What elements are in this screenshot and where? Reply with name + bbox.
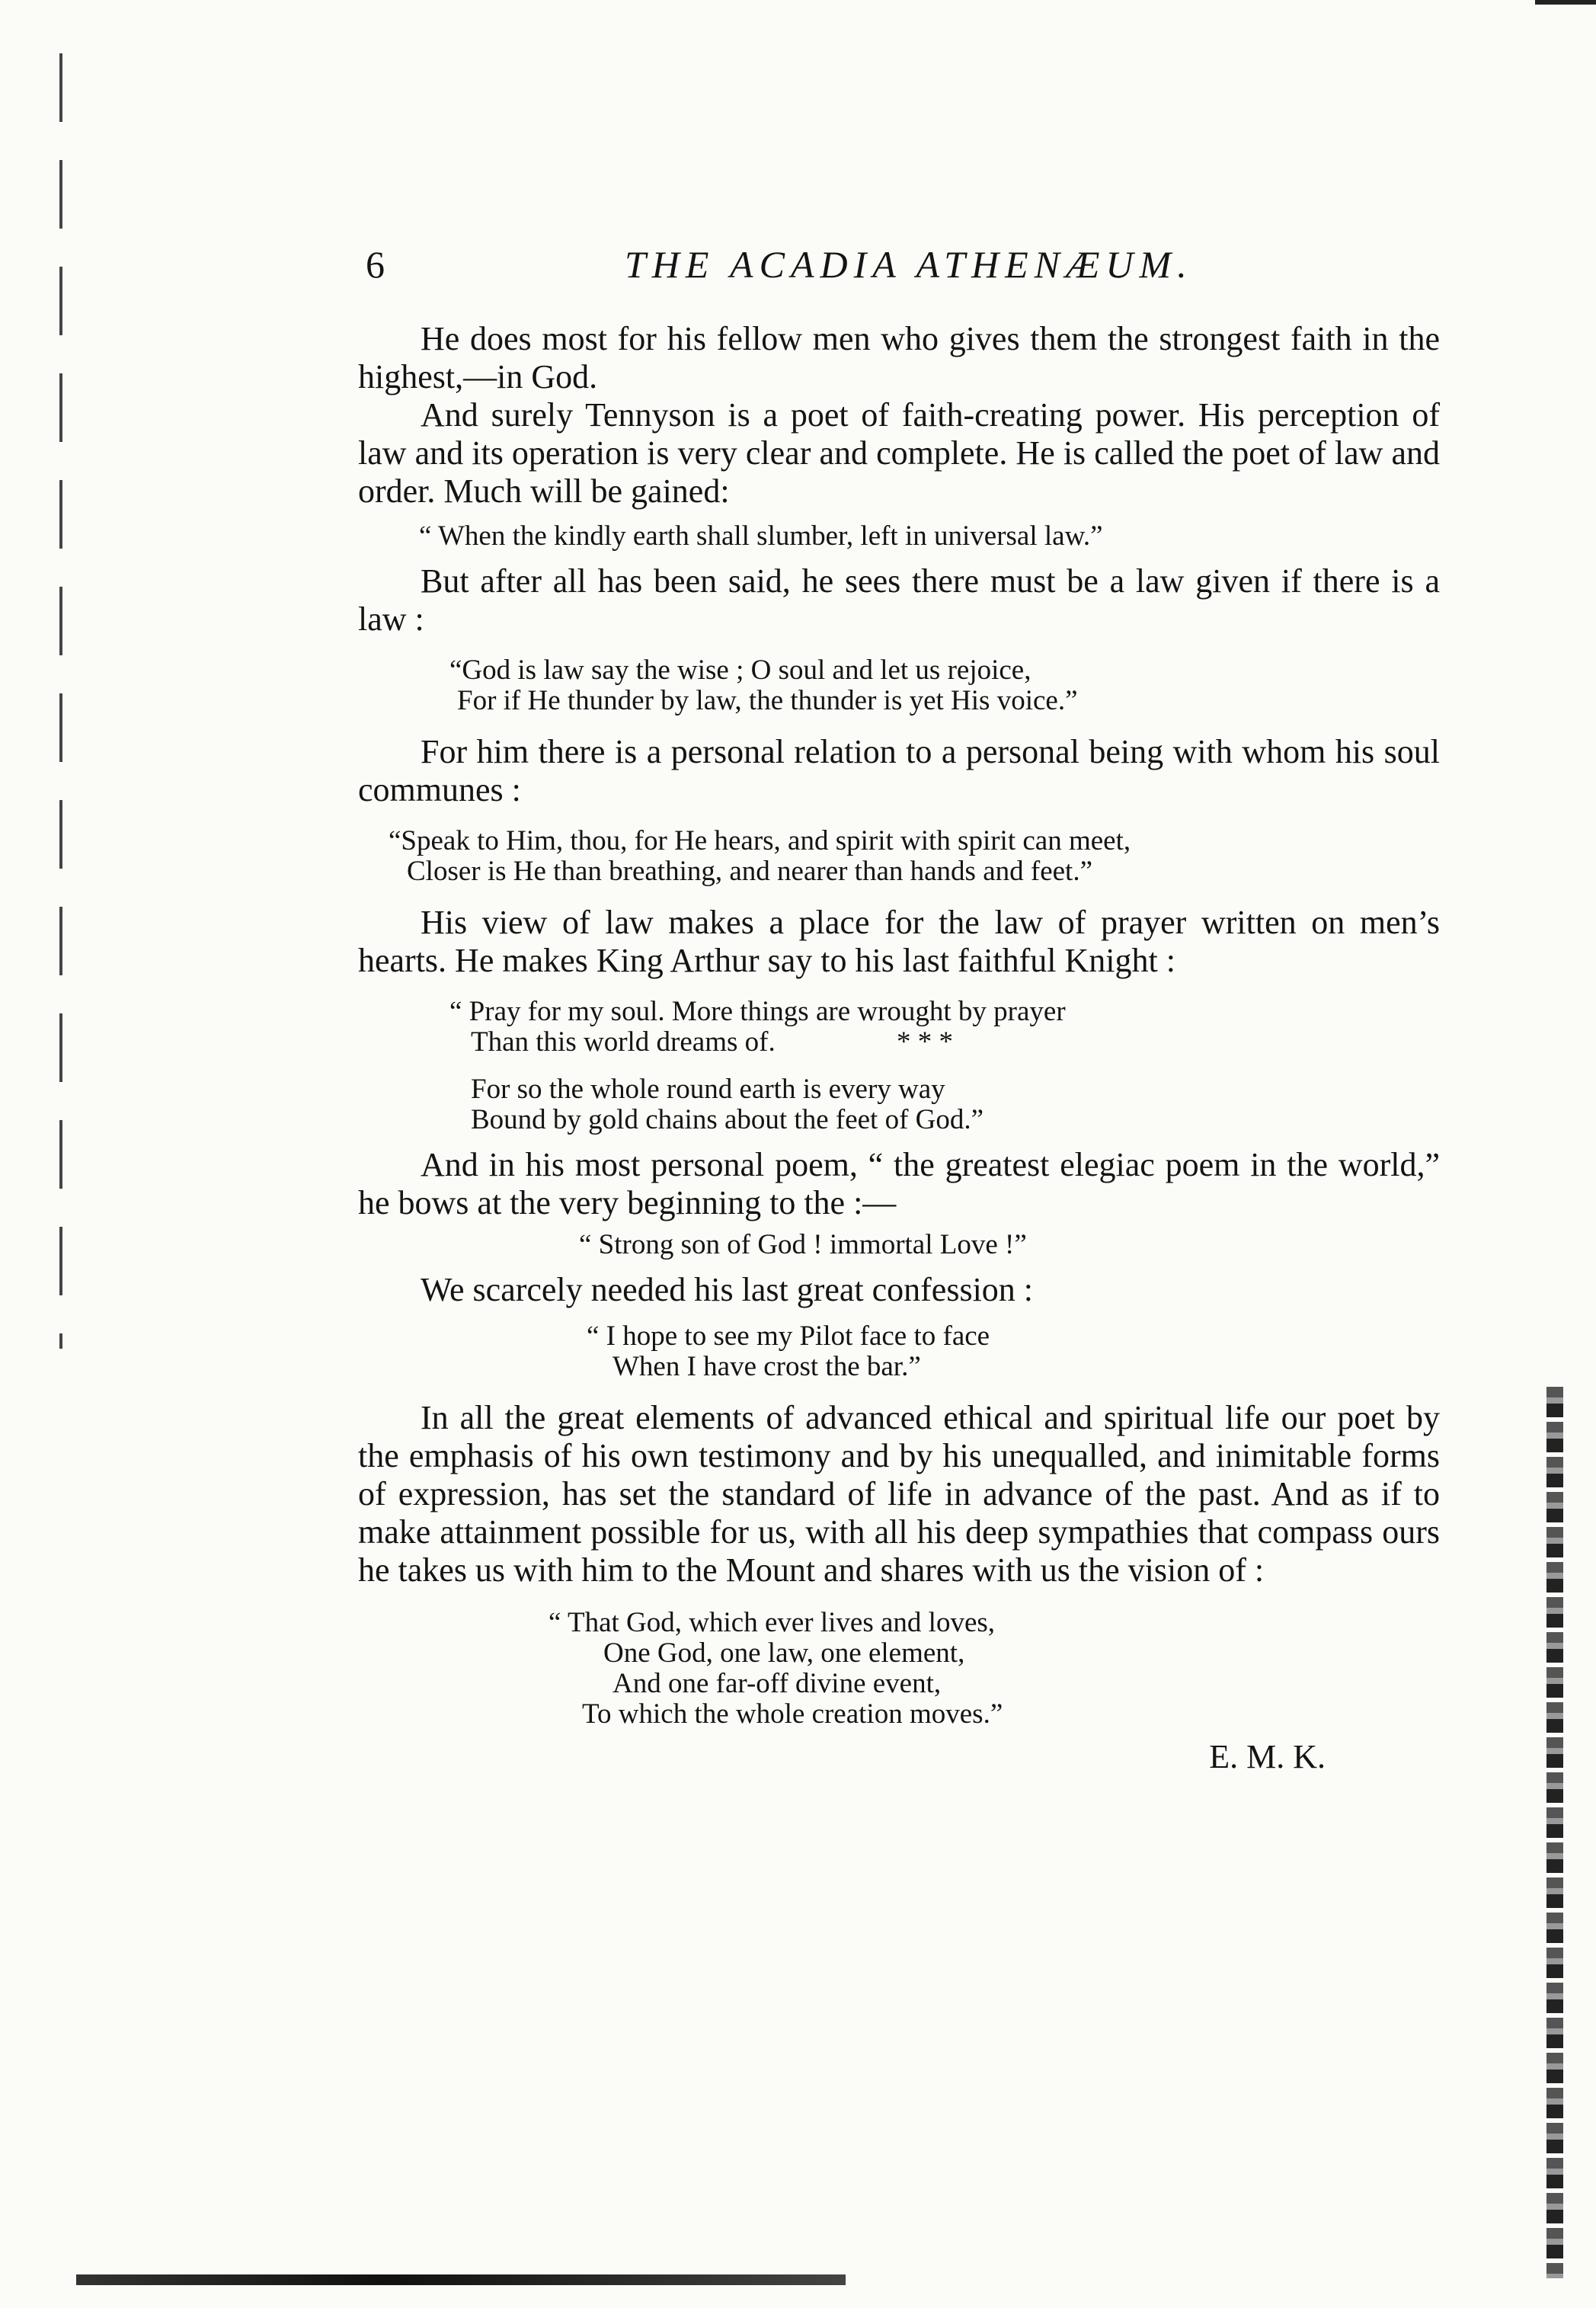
verse-line: “ When the kindly earth shall slumber, left in universal law.”: [419, 520, 1103, 552]
verse-line: For if He thunder by law, the thunder is yet His voice.”: [457, 685, 1078, 716]
verse-quote: [389, 826, 1440, 887]
verse-line: “ I hope to see my Pilot face to face: [587, 1320, 990, 1352]
paragraph: In all the great elements of advanced ethical and spiritual life our poet by the emphasis of his own testimony and by his unequalled, and inimitable forms of expression, has set the standard of life in advance of the past. And as if to make attainment possible for us, with all his deep sympathies that compass ours he takes us with him to the Mount and shares with us the vision of :: [358, 1399, 1440, 1589]
paragraph: And surely Tennyson is a poet of faith-creating power. His perception of law and its operation is very clear and complete. He is called the poet of law and order. Much will be gained:: [358, 396, 1440, 510]
verse-line: Bound by gold chains about the feet of God.”: [471, 1104, 984, 1135]
verse-line-with-ellipsis: [449, 1027, 1440, 1058]
page-number: 6: [366, 243, 385, 286]
verse-line: Closer is He than breathing, and nearer than hands and feet.”: [407, 856, 1092, 887]
verse-quote: [449, 655, 1440, 716]
verse-line: Than this world dreams of.: [471, 1026, 776, 1058]
verse-quote: [419, 521, 1440, 552]
paragraph: But after all has been said, he sees there must be a law given if there is a law :: [358, 562, 1440, 638]
verse-quote: [579, 1230, 1440, 1260]
verse-line: “God is law say the wise ; O soul and let us rejoice,: [449, 655, 1031, 686]
paragraph: He does most for his fellow men who gives them the strongest faith in the highest,—in God.: [358, 320, 1440, 395]
paragraph: And in his most personal poem, “ the greatest elegiac poem in the world,” he bows at the very beginning to the :—: [358, 1146, 1440, 1221]
running-title: THE ACADIA ATHENÆUM.: [625, 243, 1193, 286]
verse-line: When I have crost the bar.”: [612, 1351, 921, 1382]
running-header: [366, 242, 1295, 288]
scan-bottom-rule: [76, 2274, 846, 2285]
verse-quote: [449, 997, 1440, 1135]
paragraph: For him there is a personal relation to a personal being with whom his soul communes :: [358, 733, 1440, 808]
verse-line: To which the whole creation moves.”: [582, 1698, 1003, 1730]
paragraph: We scarcely needed his last great confession :: [421, 1271, 1034, 1308]
paragraph: His view of law makes a place for the law of prayer written on men’s hearts. He makes King Arthur say to his last faithful Knight :: [358, 904, 1440, 979]
verse-line: “ That God, which ever lives and loves,: [549, 1607, 996, 1638]
verse-line: “ Strong son of God ! immortal Love !”: [579, 1229, 1027, 1260]
verse-quote: [587, 1321, 1440, 1382]
verse-line: And one far-off divine event,: [612, 1668, 942, 1699]
article-body: [358, 320, 1440, 1776]
verse-line: One God, one law, one element,: [603, 1637, 965, 1669]
scan-margin-right: [1546, 1387, 1563, 2278]
scan-edge-mark: [1535, 0, 1596, 5]
author-signature: E. M. K.: [1209, 1738, 1326, 1775]
ellipsis-stars: * * *: [896, 1026, 953, 1058]
verse-line: “ Pray for my soul. More things are wrought by prayer: [449, 996, 1066, 1027]
verse-line: “Speak to Him, thou, for He hears, and spirit with spirit can meet,: [389, 825, 1131, 856]
scan-margin-left: [59, 53, 62, 1349]
verse-line: For so the whole round earth is every way: [471, 1074, 945, 1105]
verse-quote: [549, 1608, 1440, 1730]
